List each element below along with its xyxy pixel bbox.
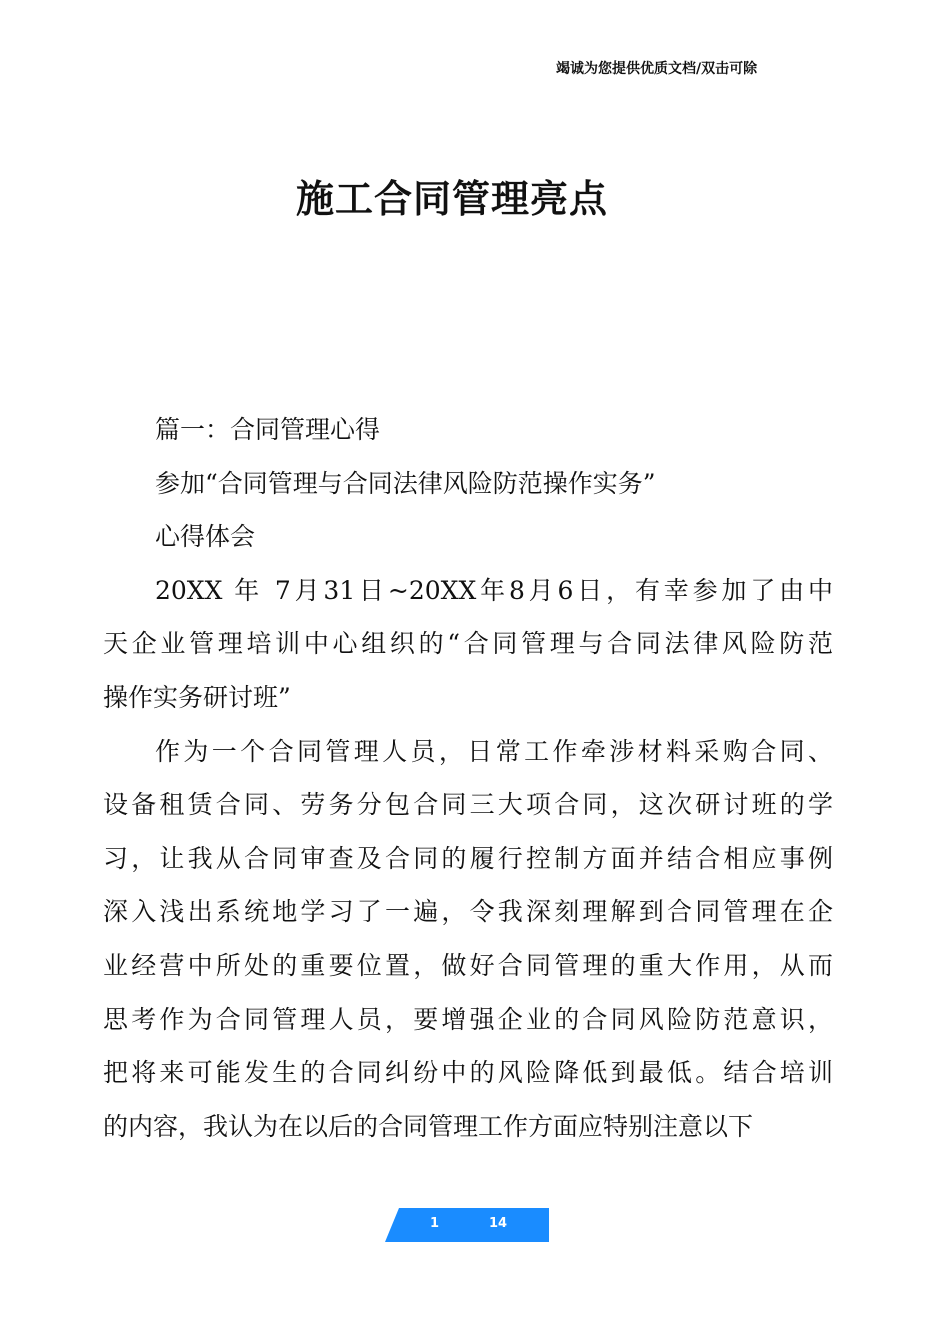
paragraph-line: 习，让我从合同审查及合同的履行控制方面并结合相应事例 [103,843,833,873]
header-note: 竭诚为您提供优质文档/双击可除 [556,61,758,77]
document-body [103,403,833,1153]
paragraph-line: 作为一个合同管理人员，日常工作牵涉材料采购合同、 [155,736,833,766]
current-page-number: 1 [430,1216,440,1231]
paragraph-line: 业经营中所处的重要位置，做好合同管理的重大作用，从而 [103,950,833,980]
paragraph-line: 的内容，我认为在以后的合同管理工作方面应特别注意以下 [103,1111,754,1141]
section-heading: 篇一：合同管理心得 [155,415,381,444]
page-number-badge [385,1208,549,1242]
subheading-line: 心得体会 [155,522,256,552]
paragraph-line: 深入浅出系统地学习了一遍，令我深刻理解到合同管理在企 [103,897,833,927]
paragraph-line: 操作实务研讨班” [103,682,291,712]
page-badge-shape [385,1208,549,1242]
paragraph-line: 天企业管理培训中心组织的“合同管理与合同法律风险防范 [103,629,833,659]
document-title: 施工合同管理亮点 [295,177,608,221]
paragraph [103,564,833,725]
paragraph-line: 设备租赁合同、劳务分包合同三大项合同，这次研讨班的学 [103,790,833,820]
total-pages-number: 14 [489,1216,508,1231]
paragraph-line: 思考作为合同管理人员，要增强企业的合同风险防范意识， [103,1004,833,1034]
paragraph-line: 把将来可能发生的合同纠纷中的风险降低到最低。结合培训 [103,1058,833,1088]
page-badge-background [385,1208,549,1242]
subheading-line: 参加“合同管理与合同法律风险防范操作实务” [155,468,656,498]
paragraph [103,725,833,1154]
paragraph-line: 20XX 年 7月31日~20XX年8月6日，有幸参加了由中 [155,575,833,605]
